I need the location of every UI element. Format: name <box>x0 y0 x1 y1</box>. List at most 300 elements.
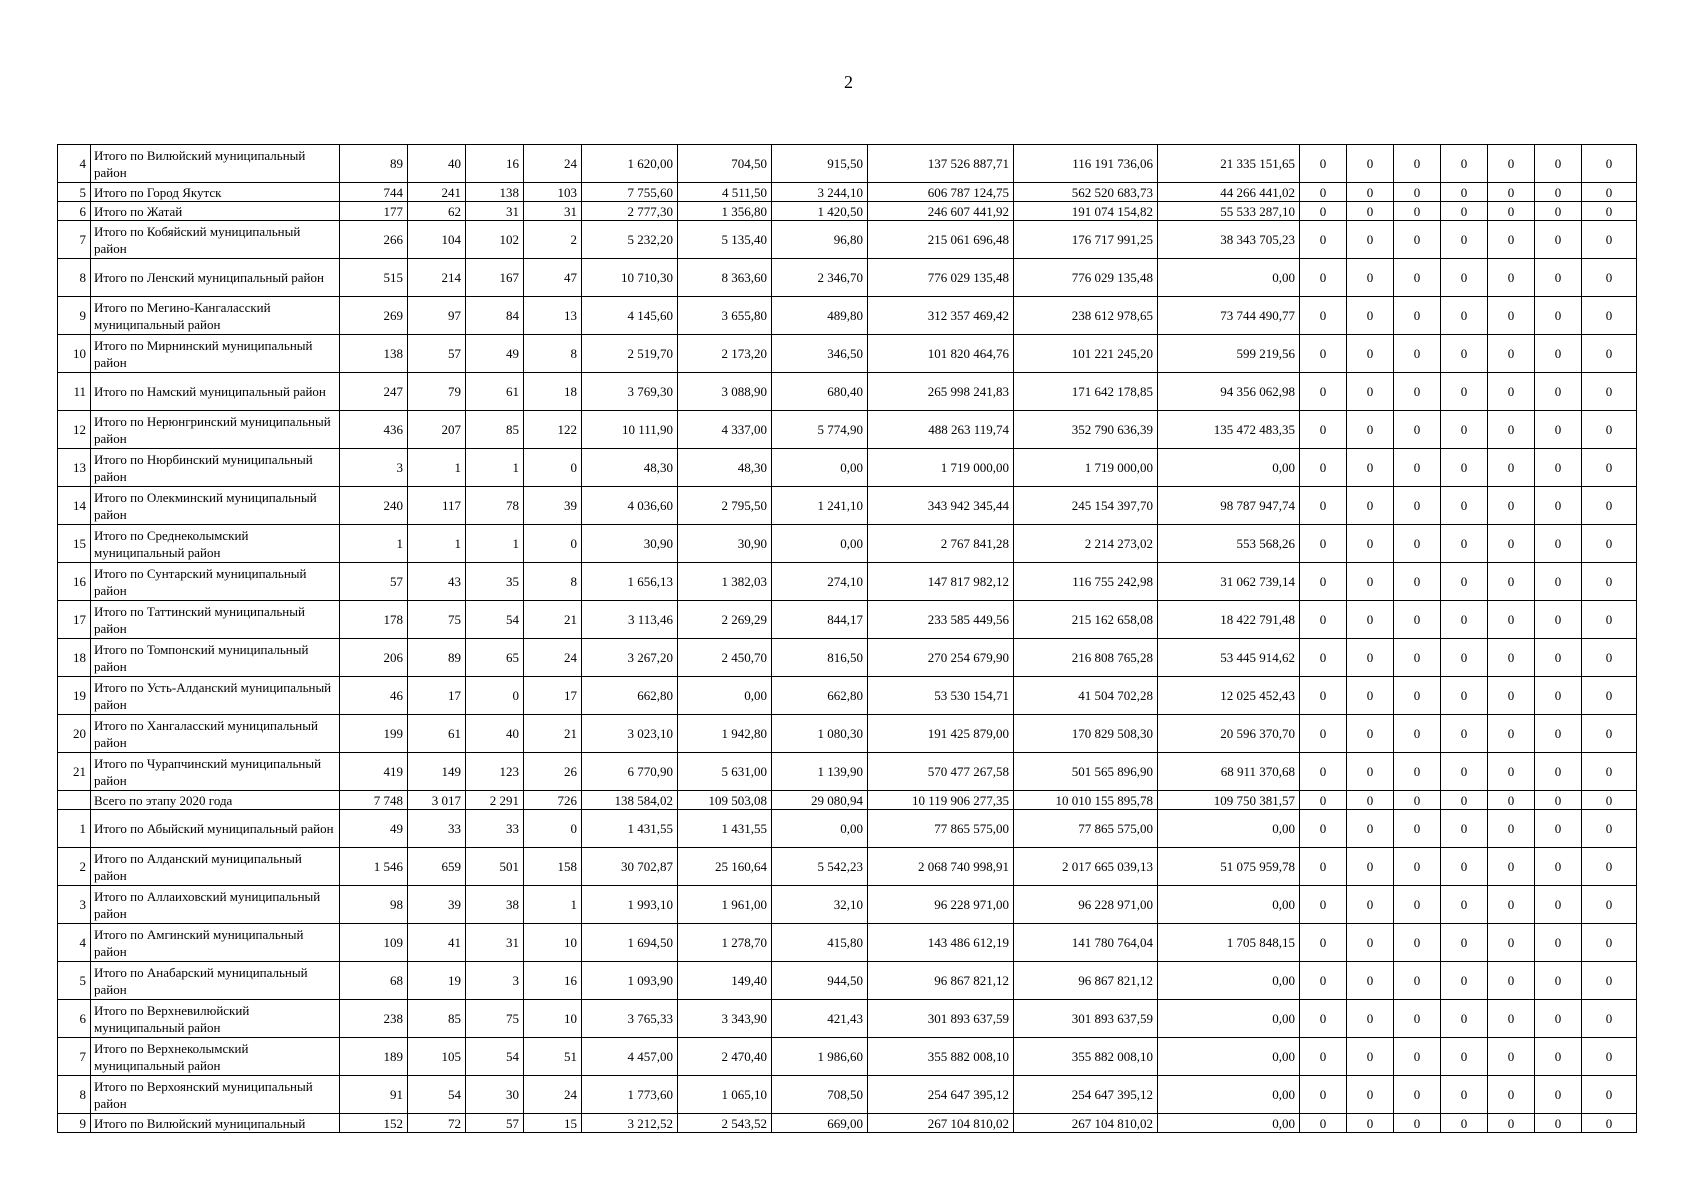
value-cell: 215 162 658,08 <box>1014 601 1158 639</box>
value-cell: 116 191 736,06 <box>1014 145 1158 183</box>
table-row <box>58 202 1637 221</box>
value-cell: 85 <box>466 411 524 449</box>
value-cell: 0 <box>1535 221 1582 259</box>
value-cell: 138 <box>340 335 408 373</box>
value-cell: 68 <box>340 962 408 1000</box>
value-cell: 726 <box>524 791 582 810</box>
value-cell: 1 719 000,00 <box>868 449 1014 487</box>
value-cell: 54 <box>408 1076 466 1114</box>
value-cell: 137 526 887,71 <box>868 145 1014 183</box>
value-cell: 0 <box>1488 411 1535 449</box>
value-cell: 158 <box>524 848 582 886</box>
value-cell: 149,40 <box>678 962 772 1000</box>
value-cell: 0 <box>1582 962 1637 1000</box>
value-cell: 0,00 <box>772 525 868 563</box>
value-cell: 669,00 <box>772 1114 868 1133</box>
value-cell: 0 <box>1347 1114 1394 1133</box>
value-cell: 515 <box>340 259 408 297</box>
value-cell: 7 755,60 <box>582 183 678 202</box>
value-cell: 191 425 879,00 <box>868 715 1014 753</box>
table-row <box>58 962 1637 1000</box>
value-cell: 0 <box>1488 1000 1535 1038</box>
value-cell: 0 <box>1488 715 1535 753</box>
value-cell: 3 267,20 <box>582 639 678 677</box>
value-cell: 0 <box>1300 848 1347 886</box>
value-cell: 0 <box>1441 924 1488 962</box>
value-cell: 0 <box>1394 221 1441 259</box>
value-cell: 0 <box>1488 145 1535 183</box>
value-cell: 0 <box>1582 886 1637 924</box>
value-cell: 1 986,60 <box>772 1038 868 1076</box>
value-cell: 0,00 <box>1158 886 1300 924</box>
row-number-cell: 13 <box>58 449 91 487</box>
value-cell: 0 <box>1488 563 1535 601</box>
table-row <box>58 373 1637 411</box>
value-cell: 3 244,10 <box>772 183 868 202</box>
district-name-cell: Итого по Аллаиховский муниципальный район <box>91 886 340 924</box>
value-cell: 2 519,70 <box>582 335 678 373</box>
value-cell: 0 <box>1441 810 1488 848</box>
value-cell: 0 <box>1441 848 1488 886</box>
value-cell: 2 <box>524 221 582 259</box>
value-cell: 0 <box>1394 297 1441 335</box>
value-cell: 0 <box>1300 1038 1347 1076</box>
value-cell: 46 <box>340 677 408 715</box>
value-cell: 0 <box>1488 297 1535 335</box>
value-cell: 0 <box>1535 335 1582 373</box>
row-number-cell: 21 <box>58 753 91 791</box>
value-cell: 0 <box>1582 639 1637 677</box>
value-cell: 0 <box>1300 297 1347 335</box>
value-cell: 0 <box>1300 962 1347 1000</box>
value-cell: 0 <box>1488 221 1535 259</box>
value-cell: 0 <box>1347 202 1394 221</box>
value-cell: 2 450,70 <box>678 639 772 677</box>
data-table <box>57 144 1637 1133</box>
row-number-cell <box>58 791 91 810</box>
value-cell: 33 <box>466 810 524 848</box>
district-name-cell: Итого по Верхоянский муниципальный район <box>91 1076 340 1114</box>
value-cell: 0 <box>1347 259 1394 297</box>
value-cell: 0 <box>1582 563 1637 601</box>
value-cell: 0 <box>1535 183 1582 202</box>
value-cell: 94 356 062,98 <box>1158 373 1300 411</box>
value-cell: 65 <box>466 639 524 677</box>
value-cell: 247 <box>340 373 408 411</box>
value-cell: 0 <box>1347 848 1394 886</box>
value-cell: 0 <box>1300 449 1347 487</box>
value-cell: 254 647 395,12 <box>1014 1076 1158 1114</box>
district-name-cell: Итого по Абыйский муниципальный район <box>91 810 340 848</box>
value-cell: 0 <box>1441 449 1488 487</box>
value-cell: 5 135,40 <box>678 221 772 259</box>
value-cell: 0 <box>1300 373 1347 411</box>
value-cell: 177 <box>340 202 408 221</box>
value-cell: 30,90 <box>582 525 678 563</box>
value-cell: 43 <box>408 563 466 601</box>
row-number-cell: 7 <box>58 221 91 259</box>
table-row <box>58 1114 1637 1133</box>
value-cell: 0 <box>1394 791 1441 810</box>
value-cell: 24 <box>524 639 582 677</box>
value-cell: 662,80 <box>582 677 678 715</box>
value-cell: 0 <box>1488 259 1535 297</box>
value-cell: 0 <box>1300 810 1347 848</box>
value-cell: 0 <box>1441 183 1488 202</box>
value-cell: 0 <box>1488 449 1535 487</box>
value-cell: 0 <box>1488 639 1535 677</box>
value-cell: 62 <box>408 202 466 221</box>
value-cell: 206 <box>340 639 408 677</box>
value-cell: 1 546 <box>340 848 408 886</box>
value-cell: 0 <box>1347 601 1394 639</box>
value-cell: 0 <box>1535 1114 1582 1133</box>
value-cell: 2 214 273,02 <box>1014 525 1158 563</box>
value-cell: 102 <box>466 221 524 259</box>
value-cell: 269 <box>340 297 408 335</box>
value-cell: 245 154 397,70 <box>1014 487 1158 525</box>
value-cell: 75 <box>466 1000 524 1038</box>
value-cell: 72 <box>408 1114 466 1133</box>
value-cell: 0 <box>1394 753 1441 791</box>
value-cell: 0 <box>1488 202 1535 221</box>
value-cell: 96,80 <box>772 221 868 259</box>
value-cell: 265 998 241,83 <box>868 373 1014 411</box>
value-cell: 16 <box>524 962 582 1000</box>
value-cell: 915,50 <box>772 145 868 183</box>
value-cell: 0 <box>1488 335 1535 373</box>
value-cell: 49 <box>340 810 408 848</box>
value-cell: 0 <box>1441 145 1488 183</box>
table-row <box>58 810 1637 848</box>
district-name-cell: Итого по Вилюйский муниципальный район <box>91 145 340 183</box>
value-cell: 0 <box>1347 677 1394 715</box>
row-number-cell: 1 <box>58 810 91 848</box>
value-cell: 10 710,30 <box>582 259 678 297</box>
value-cell: 0 <box>1394 411 1441 449</box>
value-cell: 254 647 395,12 <box>868 1076 1014 1114</box>
value-cell: 0 <box>1347 1000 1394 1038</box>
value-cell: 35 <box>466 563 524 601</box>
value-cell: 5 631,00 <box>678 753 772 791</box>
value-cell: 744 <box>340 183 408 202</box>
value-cell: 2 346,70 <box>772 259 868 297</box>
value-cell: 0,00 <box>1158 810 1300 848</box>
value-cell: 176 717 991,25 <box>1014 221 1158 259</box>
value-cell: 0 <box>1347 335 1394 373</box>
value-cell: 57 <box>466 1114 524 1133</box>
value-cell: 4 457,00 <box>582 1038 678 1076</box>
value-cell: 0 <box>1488 1076 1535 1114</box>
value-cell: 0 <box>1300 1114 1347 1133</box>
value-cell: 61 <box>408 715 466 753</box>
value-cell: 4 511,50 <box>678 183 772 202</box>
value-cell: 101 221 245,20 <box>1014 335 1158 373</box>
value-cell: 606 787 124,75 <box>868 183 1014 202</box>
value-cell: 0 <box>1441 525 1488 563</box>
value-cell: 0 <box>1441 487 1488 525</box>
value-cell: 1 093,90 <box>582 962 678 1000</box>
value-cell: 0 <box>1535 145 1582 183</box>
value-cell: 0 <box>1535 753 1582 791</box>
table-row <box>58 639 1637 677</box>
value-cell: 49 <box>466 335 524 373</box>
district-name-cell: Итого по Среднеколымский муниципальный район <box>91 525 340 563</box>
table-row <box>58 145 1637 183</box>
value-cell: 41 <box>408 924 466 962</box>
value-cell: 3 <box>340 449 408 487</box>
value-cell: 109 750 381,57 <box>1158 791 1300 810</box>
value-cell: 0 <box>1394 848 1441 886</box>
value-cell: 0 <box>1488 1114 1535 1133</box>
value-cell: 0 <box>1394 563 1441 601</box>
value-cell: 0 <box>1535 1076 1582 1114</box>
value-cell: 0 <box>1582 715 1637 753</box>
value-cell: 270 254 679,90 <box>868 639 1014 677</box>
value-cell: 0 <box>1441 1038 1488 1076</box>
value-cell: 3 765,33 <box>582 1000 678 1038</box>
value-cell: 0 <box>1441 259 1488 297</box>
value-cell: 0 <box>1394 259 1441 297</box>
value-cell: 0 <box>1347 297 1394 335</box>
row-number-cell: 9 <box>58 1114 91 1133</box>
value-cell: 135 472 483,35 <box>1158 411 1300 449</box>
value-cell: 0,00 <box>1158 259 1300 297</box>
value-cell: 415,80 <box>772 924 868 962</box>
value-cell: 1 139,90 <box>772 753 868 791</box>
value-cell: 138 584,02 <box>582 791 678 810</box>
value-cell: 138 <box>466 183 524 202</box>
value-cell: 436 <box>340 411 408 449</box>
value-cell: 0 <box>1300 525 1347 563</box>
value-cell: 0 <box>1535 601 1582 639</box>
value-cell: 10 <box>524 1000 582 1038</box>
value-cell: 0 <box>1582 810 1637 848</box>
value-cell: 3 017 <box>408 791 466 810</box>
value-cell: 662,80 <box>772 677 868 715</box>
value-cell: 0 <box>524 449 582 487</box>
value-cell: 0 <box>1441 1076 1488 1114</box>
value-cell: 191 074 154,82 <box>1014 202 1158 221</box>
value-cell: 1 065,10 <box>678 1076 772 1114</box>
value-cell: 1 719 000,00 <box>1014 449 1158 487</box>
value-cell: 48,30 <box>678 449 772 487</box>
value-cell: 0 <box>1535 563 1582 601</box>
value-cell: 77 865 575,00 <box>868 810 1014 848</box>
value-cell: 0 <box>1394 1114 1441 1133</box>
value-cell: 38 343 705,23 <box>1158 221 1300 259</box>
value-cell: 41 504 702,28 <box>1014 677 1158 715</box>
value-cell: 18 <box>524 373 582 411</box>
value-cell: 0,00 <box>1158 1076 1300 1114</box>
value-cell: 10 <box>524 924 582 962</box>
value-cell: 1 080,30 <box>772 715 868 753</box>
table-row <box>58 677 1637 715</box>
table-row <box>58 1076 1637 1114</box>
value-cell: 266 <box>340 221 408 259</box>
value-cell: 143 486 612,19 <box>868 924 1014 962</box>
value-cell: 0 <box>1394 810 1441 848</box>
value-cell: 47 <box>524 259 582 297</box>
value-cell: 152 <box>340 1114 408 1133</box>
value-cell: 0 <box>1394 1038 1441 1076</box>
value-cell: 96 228 971,00 <box>1014 886 1158 924</box>
value-cell: 0 <box>1535 373 1582 411</box>
value-cell: 2 068 740 998,91 <box>868 848 1014 886</box>
value-cell: 501 <box>466 848 524 886</box>
row-number-cell: 17 <box>58 601 91 639</box>
value-cell: 12 025 452,43 <box>1158 677 1300 715</box>
district-name-cell: Итого по Хангаласский муниципальный район <box>91 715 340 753</box>
value-cell: 0 <box>1488 753 1535 791</box>
value-cell: 31 <box>524 202 582 221</box>
value-cell: 0 <box>1441 639 1488 677</box>
value-cell: 0 <box>1488 1038 1535 1076</box>
value-cell: 85 <box>408 1000 466 1038</box>
value-cell: 30 702,87 <box>582 848 678 886</box>
value-cell: 0 <box>1347 1038 1394 1076</box>
row-number-cell: 6 <box>58 1000 91 1038</box>
value-cell: 0 <box>1347 1076 1394 1114</box>
value-cell: 704,50 <box>678 145 772 183</box>
value-cell: 0 <box>1300 1000 1347 1038</box>
value-cell: 19 <box>408 962 466 1000</box>
value-cell: 44 266 441,02 <box>1158 183 1300 202</box>
row-number-cell: 11 <box>58 373 91 411</box>
value-cell: 0 <box>1488 487 1535 525</box>
value-cell: 0 <box>1394 373 1441 411</box>
value-cell: 2 017 665 039,13 <box>1014 848 1158 886</box>
value-cell: 216 808 765,28 <box>1014 639 1158 677</box>
value-cell: 0 <box>1347 810 1394 848</box>
value-cell: 13 <box>524 297 582 335</box>
value-cell: 1 382,03 <box>678 563 772 601</box>
value-cell: 32,10 <box>772 886 868 924</box>
district-name-cell: Итого по Алданский муниципальный район <box>91 848 340 886</box>
row-number-cell: 2 <box>58 848 91 886</box>
value-cell: 0 <box>1582 753 1637 791</box>
district-name-cell: Итого по Анабарский муниципальный район <box>91 962 340 1000</box>
value-cell: 680,40 <box>772 373 868 411</box>
value-cell: 0 <box>1347 373 1394 411</box>
value-cell: 0 <box>1300 924 1347 962</box>
value-cell: 816,50 <box>772 639 868 677</box>
value-cell: 0,00 <box>1158 962 1300 1000</box>
value-cell: 0 <box>1300 487 1347 525</box>
district-name-cell: Итого по Нюрбинский муниципальный район <box>91 449 340 487</box>
value-cell: 149 <box>408 753 466 791</box>
value-cell: 0 <box>1535 202 1582 221</box>
value-cell: 17 <box>524 677 582 715</box>
value-cell: 89 <box>408 639 466 677</box>
table-row <box>58 791 1637 810</box>
value-cell: 0 <box>1300 145 1347 183</box>
value-cell: 0 <box>1300 886 1347 924</box>
value-cell: 20 596 370,70 <box>1158 715 1300 753</box>
value-cell: 0 <box>1582 1076 1637 1114</box>
value-cell: 0 <box>1488 810 1535 848</box>
value-cell: 0 <box>1535 639 1582 677</box>
value-cell: 0 <box>1582 525 1637 563</box>
value-cell: 40 <box>466 715 524 753</box>
district-name-cell: Итого по Верхневилюйский муниципальный район <box>91 1000 340 1038</box>
value-cell: 39 <box>524 487 582 525</box>
district-name-cell: Итого по Усть-Алданский муниципальный район <box>91 677 340 715</box>
value-cell: 0 <box>1582 202 1637 221</box>
value-cell: 0 <box>1441 886 1488 924</box>
value-cell: 0 <box>1394 601 1441 639</box>
value-cell: 2 777,30 <box>582 202 678 221</box>
value-cell: 68 911 370,68 <box>1158 753 1300 791</box>
value-cell: 91 <box>340 1076 408 1114</box>
value-cell: 0 <box>1582 449 1637 487</box>
row-number-cell: 15 <box>58 525 91 563</box>
value-cell: 0 <box>1394 1076 1441 1114</box>
value-cell: 0 <box>1300 563 1347 601</box>
value-cell: 78 <box>466 487 524 525</box>
value-cell: 0 <box>1347 411 1394 449</box>
value-cell: 21 <box>524 601 582 639</box>
value-cell: 238 <box>340 1000 408 1038</box>
value-cell: 0 <box>1582 297 1637 335</box>
value-cell: 0 <box>1394 924 1441 962</box>
value-cell: 0 <box>1347 487 1394 525</box>
value-cell: 0 <box>1535 962 1582 1000</box>
row-number-cell: 16 <box>58 563 91 601</box>
value-cell: 312 357 469,42 <box>868 297 1014 335</box>
value-cell: 21 335 151,65 <box>1158 145 1300 183</box>
value-cell: 55 533 287,10 <box>1158 202 1300 221</box>
value-cell: 116 755 242,98 <box>1014 563 1158 601</box>
table-row <box>58 1038 1637 1076</box>
value-cell: 659 <box>408 848 466 886</box>
district-name-cell: Итого по Намский муниципальный район <box>91 373 340 411</box>
value-cell: 0 <box>1394 639 1441 677</box>
value-cell: 29 080,94 <box>772 791 868 810</box>
value-cell: 0 <box>1441 1114 1488 1133</box>
value-cell: 570 477 267,58 <box>868 753 1014 791</box>
value-cell: 562 520 683,73 <box>1014 183 1158 202</box>
value-cell: 0 <box>1582 259 1637 297</box>
row-number-cell: 10 <box>58 335 91 373</box>
value-cell: 207 <box>408 411 466 449</box>
value-cell: 3 655,80 <box>678 297 772 335</box>
value-cell: 1 <box>466 449 524 487</box>
value-cell: 77 865 575,00 <box>1014 810 1158 848</box>
value-cell: 346,50 <box>772 335 868 373</box>
value-cell: 0 <box>1300 715 1347 753</box>
value-cell: 355 882 008,10 <box>1014 1038 1158 1076</box>
table-row <box>58 1000 1637 1038</box>
value-cell: 0 <box>1300 183 1347 202</box>
value-cell: 0 <box>1347 639 1394 677</box>
district-name-cell: Итого по Город Якутск <box>91 183 340 202</box>
value-cell: 0 <box>1535 411 1582 449</box>
value-cell: 1 431,55 <box>678 810 772 848</box>
value-cell: 553 568,26 <box>1158 525 1300 563</box>
value-cell: 10 010 155 895,78 <box>1014 791 1158 810</box>
table-row <box>58 259 1637 297</box>
row-number-cell: 8 <box>58 259 91 297</box>
value-cell: 0 <box>1535 1038 1582 1076</box>
district-name-cell: Итого по Вилюйский муниципальный <box>91 1114 340 1133</box>
value-cell: 0,00 <box>772 449 868 487</box>
value-cell: 352 790 636,39 <box>1014 411 1158 449</box>
value-cell: 1 705 848,15 <box>1158 924 1300 962</box>
value-cell: 2 173,20 <box>678 335 772 373</box>
value-cell: 96 867 821,12 <box>868 962 1014 1000</box>
district-name-cell: Итого по Олекминский муниципальный район <box>91 487 340 525</box>
